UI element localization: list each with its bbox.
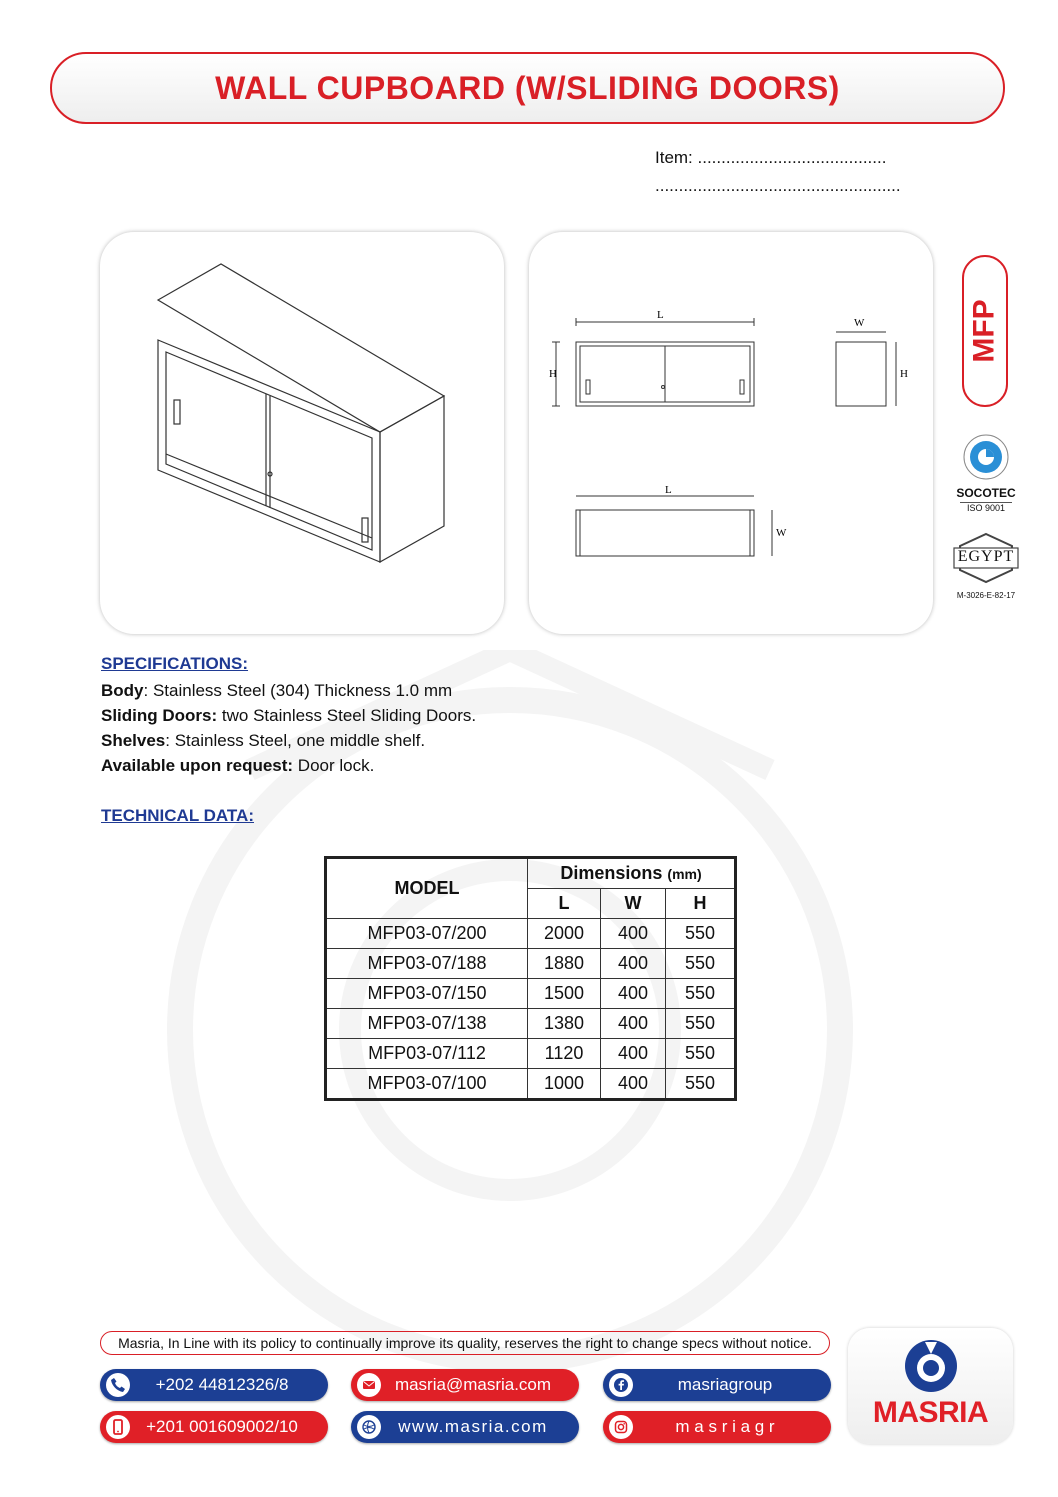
globe-icon: [357, 1415, 381, 1439]
column-header-w: W: [601, 889, 666, 919]
width-cell: 400: [601, 949, 666, 979]
masria-logo-icon: [902, 1338, 960, 1394]
model-header: MODEL: [326, 858, 528, 919]
technical-data-heading: TECHNICAL DATA:: [101, 806, 254, 825]
height-cell: 550: [666, 919, 736, 949]
table-row: [326, 949, 736, 979]
table-row: [326, 979, 736, 1009]
instagram-icon: [609, 1415, 633, 1439]
height-cell: 550: [666, 1009, 736, 1039]
spec-available-upon-request: [101, 753, 374, 778]
socotec-logo-icon: [950, 425, 1022, 481]
facebook-link[interactable]: [603, 1369, 831, 1401]
width-cell: 400: [601, 1069, 666, 1100]
instagram-handle: m a s r i a g r: [675, 1417, 775, 1436]
height-cell: 550: [666, 1039, 736, 1069]
height-cell: 550: [666, 1069, 736, 1100]
dim-label-l-front: L: [657, 309, 664, 321]
technical-data-table: [324, 856, 737, 1101]
phone-icon: [106, 1373, 130, 1397]
table-row: [326, 1009, 736, 1039]
model-cell: MFP03-07/138: [326, 1009, 528, 1039]
table-row: [326, 919, 736, 949]
disclaimer-notice: Masria, In Line with its policy to continually improve its quality, reserves the right to change specs without notice.: [100, 1331, 830, 1355]
phone-link-2[interactable]: [100, 1411, 328, 1443]
email-icon: [357, 1373, 381, 1397]
email-link[interactable]: [351, 1369, 579, 1401]
dim-label-h-front: H: [549, 368, 557, 380]
height-cell: 550: [666, 949, 736, 979]
width-cell: 400: [601, 1009, 666, 1039]
spec-sliding-doors: [101, 703, 476, 728]
website-link[interactable]: [351, 1411, 579, 1443]
spec-value: Door lock.: [293, 756, 375, 775]
length-cell: 1500: [528, 979, 601, 1009]
item-field-line2: ....................................................: [655, 176, 901, 195]
length-cell: 1120: [528, 1039, 601, 1069]
spec-value: two Stainless Steel Sliding Doors.: [217, 706, 477, 725]
egypt-code: M-3026-E-82-17: [956, 591, 1016, 600]
model-cell: MFP03-07/100: [326, 1069, 528, 1100]
width-cell: 400: [601, 1039, 666, 1069]
facebook-handle: masriagroup: [677, 1375, 773, 1394]
mobile-phone-icon: [106, 1415, 130, 1439]
phone-number-2: +201 001609002/10: [146, 1417, 298, 1436]
height-cell: 550: [666, 979, 736, 1009]
table-row: [326, 1039, 736, 1069]
product-image-panel: [100, 232, 504, 634]
socotec-certification: [950, 425, 1022, 513]
spec-label: Sliding Doors:: [101, 706, 218, 725]
model-cell: MFP03-07/112: [326, 1039, 528, 1069]
spec-label: Shelves: [101, 731, 166, 750]
length-cell: 2000: [528, 919, 601, 949]
length-cell: 1000: [528, 1069, 601, 1100]
facebook-icon: [609, 1373, 633, 1397]
spec-label: Available upon request:: [101, 756, 294, 775]
table-row: [326, 1069, 736, 1100]
model-cell: MFP03-07/188: [326, 949, 528, 979]
spec-shelves: [101, 728, 425, 753]
spec-value: : Stainless Steel (304) Thickness 1.0 mm: [143, 681, 453, 700]
dim-label-h-side: H: [900, 368, 908, 380]
email-address: masria@masria.com: [394, 1375, 552, 1394]
spec-label: Body: [101, 681, 144, 700]
egypt-label: EGYPT: [957, 548, 1015, 565]
width-cell: 400: [601, 979, 666, 1009]
dimensions-header-label: Dimensions: [560, 863, 663, 883]
iso-label: ISO 9001: [960, 502, 1012, 513]
length-cell: 1880: [528, 949, 601, 979]
model-cell: MFP03-07/200: [326, 919, 528, 949]
specifications-heading: SPECIFICATIONS:: [101, 654, 249, 673]
spec-value: : Stainless Steel, one middle shelf.: [165, 731, 426, 750]
socotec-label: SOCOTEC: [956, 486, 1016, 500]
dim-label-w-side: W: [854, 317, 865, 329]
dimensions-header: [528, 858, 736, 889]
length-cell: 1380: [528, 1009, 601, 1039]
egypt-certification: [948, 528, 1024, 600]
spec-body: [101, 678, 452, 703]
cupboard-orthographic-drawing: [529, 232, 933, 634]
width-cell: 400: [601, 919, 666, 949]
phone-number-1: +202 44812326/8: [155, 1375, 289, 1394]
mfp-label: MFP: [968, 299, 1002, 363]
dim-label-l-top: L: [665, 484, 672, 496]
title-banner: [50, 52, 1005, 124]
website-url: www.masria.com: [398, 1417, 548, 1436]
column-header-h: H: [666, 889, 736, 919]
masria-brand-name: MASRIA: [872, 1396, 989, 1429]
page-title: WALL CUPBOARD (W/SLIDING DOORS): [215, 69, 840, 106]
technical-drawing-panel: [529, 232, 933, 634]
phone-link-1[interactable]: [100, 1369, 328, 1401]
model-cell: MFP03-07/150: [326, 979, 528, 1009]
instagram-link[interactable]: [603, 1411, 831, 1443]
dimensions-unit: (mm): [667, 866, 702, 882]
dim-label-w-top: W: [776, 527, 787, 539]
cupboard-isometric-drawing: [100, 232, 504, 634]
item-field: Item: ........................................: [655, 148, 887, 167]
mfp-badge: [962, 255, 1008, 407]
column-header-l: L: [528, 889, 601, 919]
